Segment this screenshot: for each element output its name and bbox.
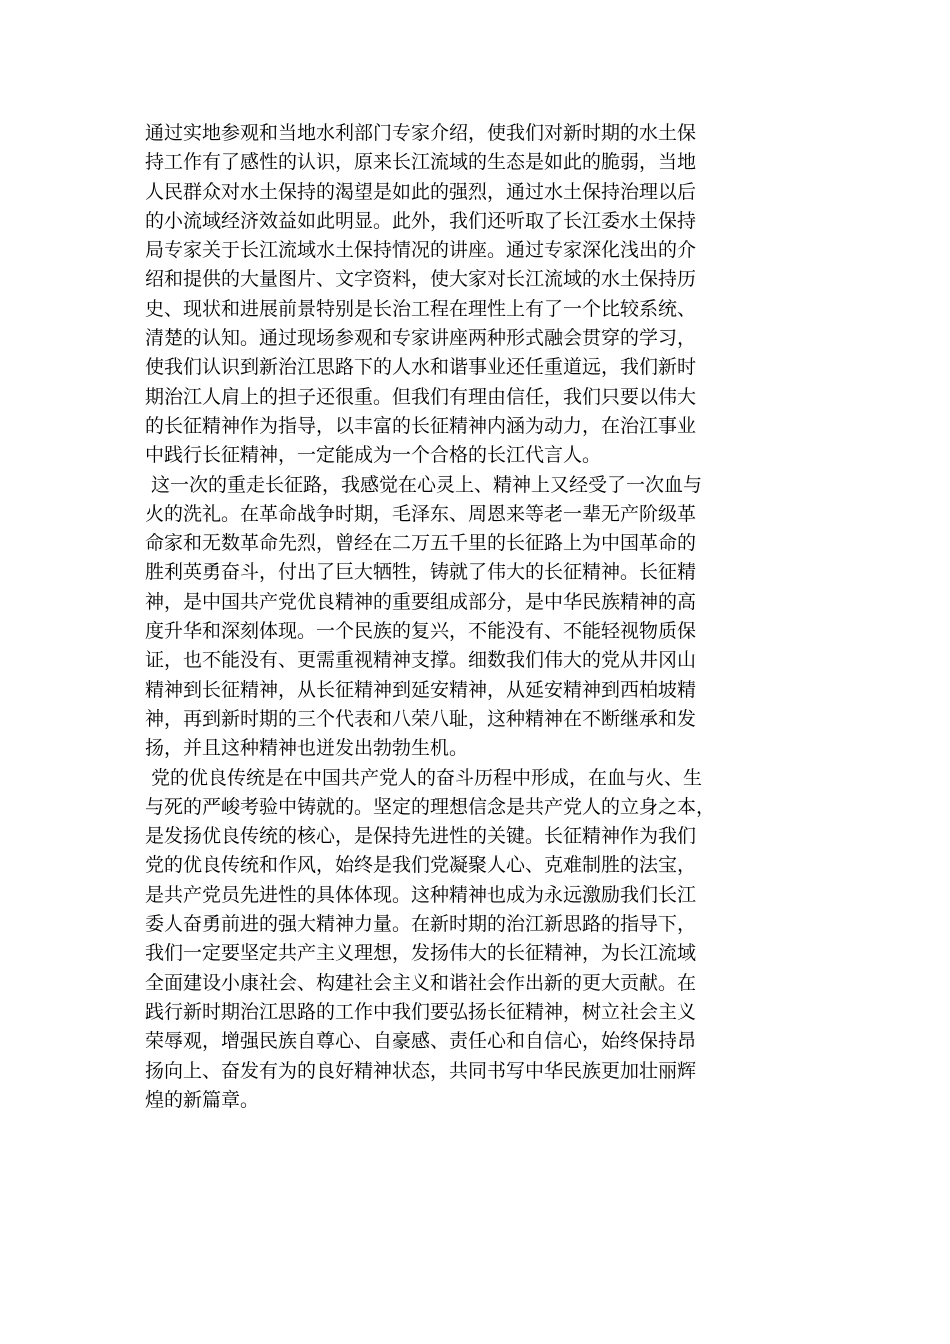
paragraph — [145, 471, 810, 764]
paragraph — [145, 764, 810, 1116]
text-line: 火的洗礼。在革命战争时期，毛泽东、周恩来等老一辈无产阶级革 — [145, 502, 697, 525]
text-line: 扬向上、奋发有为的良好精神状态，共同书写中华民族更加壮丽辉 — [145, 1059, 697, 1082]
text-line: 命家和无数革命先烈，曾经在二万五千里的长征路上为中国革命的 — [145, 532, 697, 555]
text-line: 清楚的认知。通过现场参观和专家讲座两种形式融会贯穿的学习， — [145, 327, 697, 350]
text-line: 这一次的重走长征路，我感觉在心灵上、精神上又经受了一次血与 — [145, 473, 703, 496]
text-line: 委人奋勇前进的强大精神力量。在新时期的治江新思路的指导下， — [145, 913, 697, 936]
text-line: 史、现状和进展前景特别是长治工程在理性上有了一个比较系统、 — [145, 297, 697, 320]
text-line: 局专家关于长江流域水土保持情况的讲座。通过专家深化浅出的介 — [145, 239, 697, 262]
text-line: 是发扬优良传统的核心，是保持先进性的关键。长征精神作为我们 — [145, 825, 697, 848]
text-line: 我们一定要坚定共产主义理想，发扬伟大的长征精神，为长江流域 — [145, 942, 697, 965]
text-line: 荣辱观，增强民族自尊心、自豪感、责任心和自信心，始终保持昂 — [145, 1030, 697, 1053]
text-line: 期治江人肩上的担子还很重。但我们有理由信任，我们只要以伟大 — [145, 385, 697, 408]
text-line: 度升华和深刻体现。一个民族的复兴，不能没有、不能轻视物质保 — [145, 620, 697, 643]
text-line: 神，是中国共产党优良精神的重要组成部分，是中华民族精神的高 — [145, 590, 697, 613]
text-line: 党的优良传统是在中国共产党人的奋斗历程中形成，在血与火、生 — [145, 766, 703, 789]
text-line: 中践行长征精神，一定能成为一个合格的长江代言人。 — [145, 444, 602, 467]
text-line: 通过实地参观和当地水利部门专家介绍，使我们对新时期的水土保 — [145, 122, 697, 144]
text-line: 践行新时期治江思路的工作中我们要弘扬长征精神，树立社会主义 — [145, 1000, 697, 1023]
document-body — [145, 119, 810, 1115]
text-line: 党的优良传统和作风，始终是我们党凝聚人心、克难制胜的法宝， — [145, 854, 697, 877]
text-line: 全面建设小康社会、构建社会主义和谐社会作出新的更大贡献。在 — [145, 971, 697, 994]
paragraph — [145, 119, 810, 471]
text-line: 使我们认识到新治江思路下的人水和谐事业还任重道远，我们新时 — [145, 356, 697, 379]
text-line: 证，也不能没有、更需重视精神支撑。细数我们伟大的党从井冈山 — [145, 649, 697, 672]
text-line: 绍和提供的大量图片、文字资料，使大家对长江流域的水土保持历 — [145, 268, 697, 291]
text-line: 神，再到新时期的三个代表和八荣八耻，这种精神在不断继承和发 — [145, 707, 697, 730]
text-line: 精神到长征精神，从长征精神到延安精神，从延安精神到西柏坡精 — [145, 678, 697, 701]
text-line: 是共产党员先进性的具体体现。这种精神也成为永远激励我们长江 — [145, 883, 697, 906]
text-line: 人民群众对水土保持的渴望是如此的强烈，通过水土保持治理以后 — [145, 180, 697, 203]
text-line: 扬，并且这种精神也迸发出勃勃生机。 — [145, 737, 469, 760]
text-line: 持工作有了感性的认识，原来长江流域的生态是如此的脆弱，当地 — [145, 151, 697, 174]
text-line: 胜利英勇奋斗，付出了巨大牺牲，铸就了伟大的长征精神。长征精 — [145, 561, 697, 584]
text-line: 的小流域经济效益如此明显。此外，我们还听取了长江委水土保持 — [145, 209, 697, 232]
text-line: 煌的新篇章。 — [145, 1088, 260, 1111]
text-line: 的长征精神作为指导，以丰富的长征精神内涵为动力，在治江事业 — [145, 414, 697, 437]
text-line: 与死的严峻考验中铸就的。坚定的理想信念是共产党人的立身之本， — [145, 795, 716, 818]
